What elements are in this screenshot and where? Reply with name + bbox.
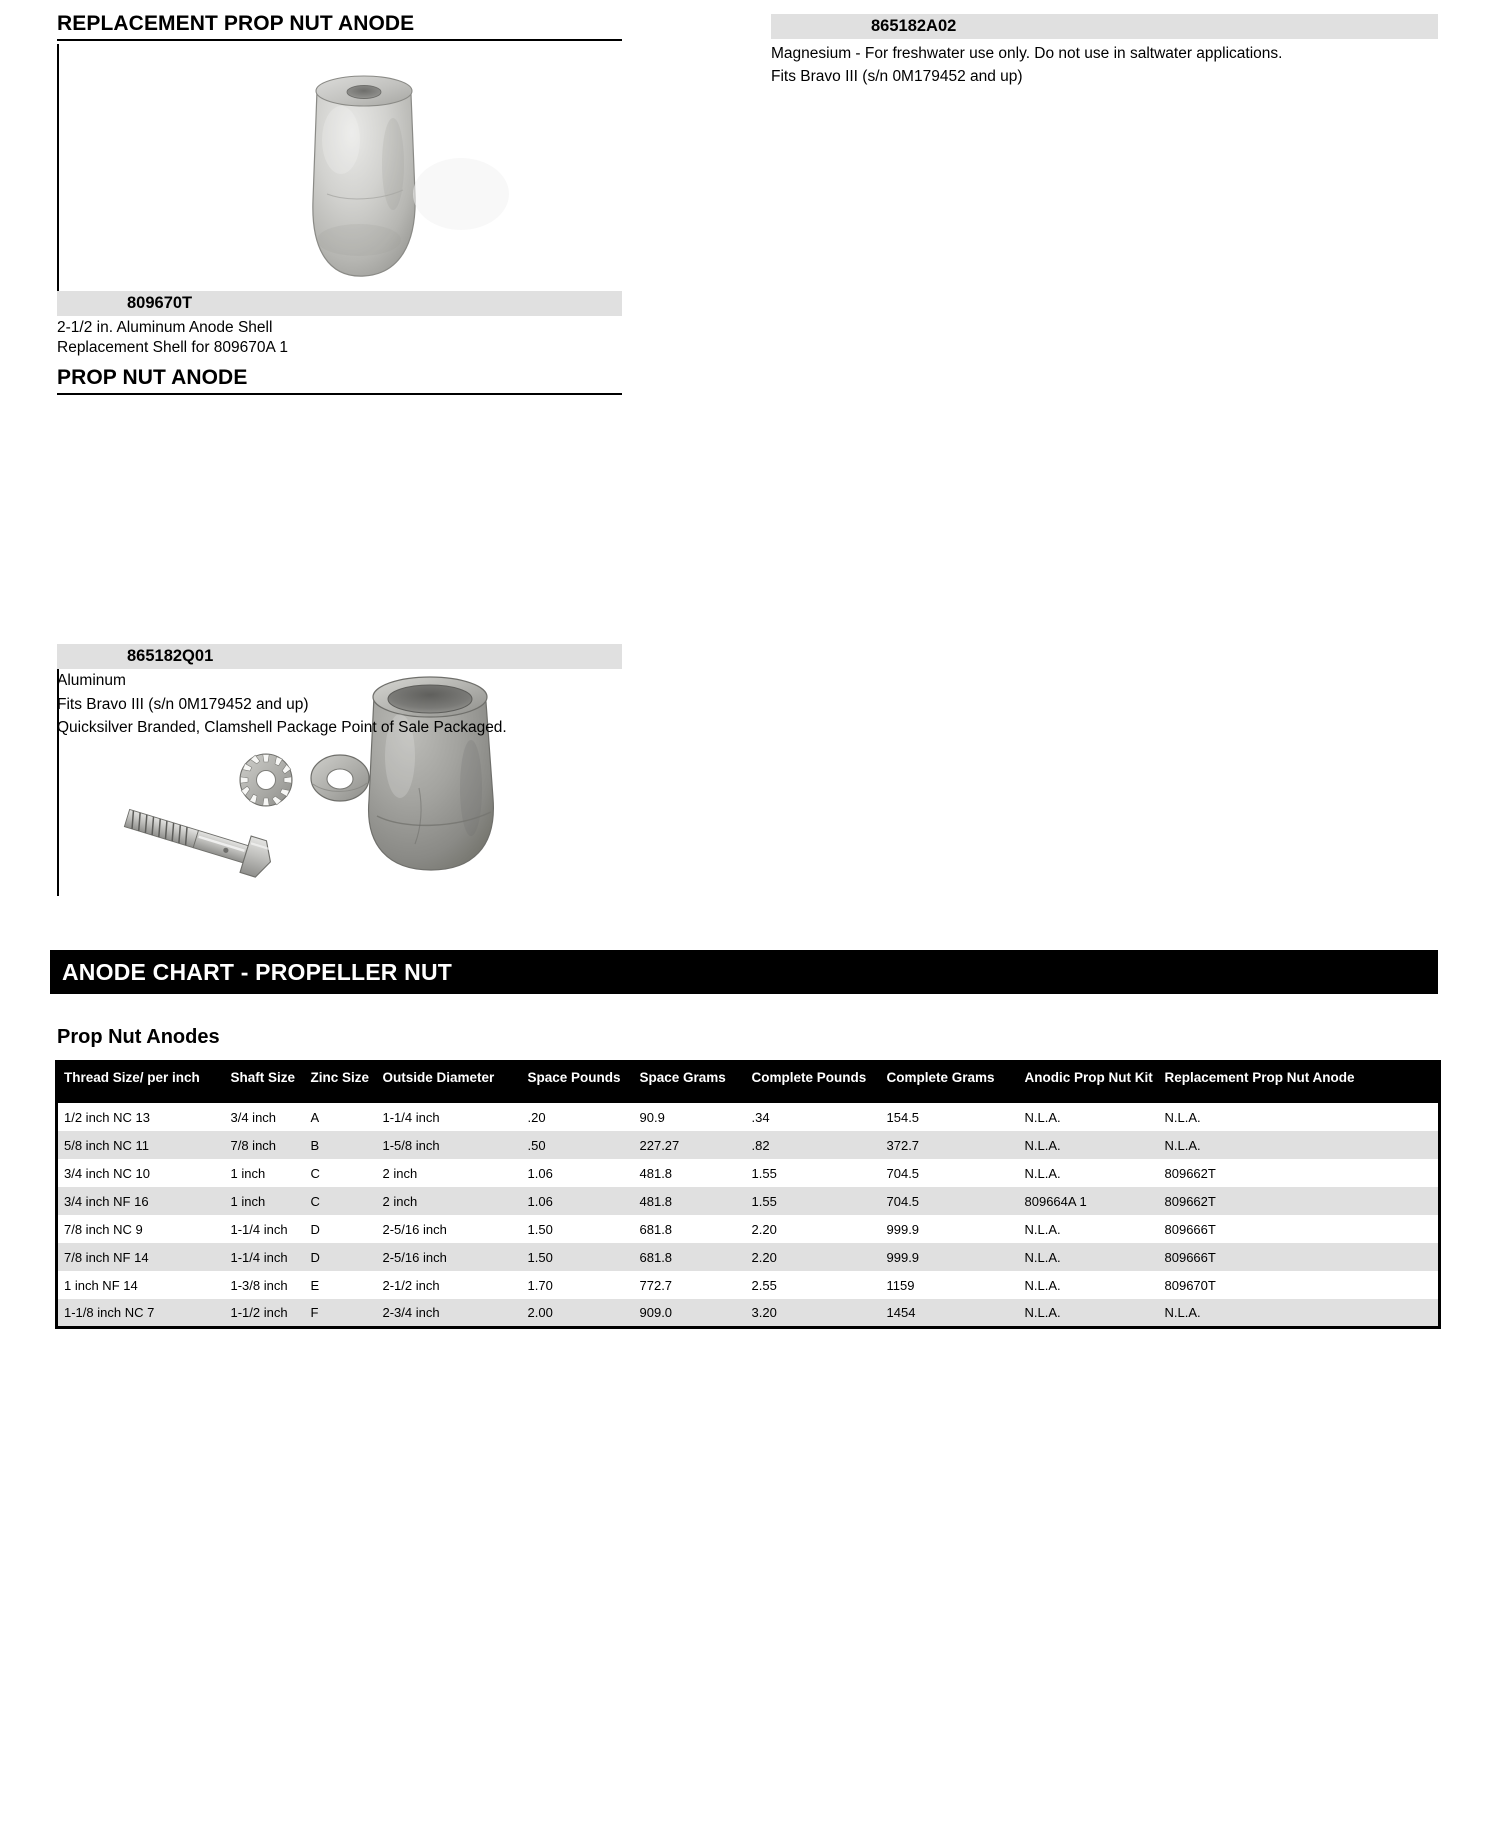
table-row xyxy=(57,1271,1440,1299)
table-cell: 7/8 inch NF 14 xyxy=(57,1243,225,1271)
table-cell: 2-3/4 inch xyxy=(377,1299,522,1328)
table-cell: 2-5/16 inch xyxy=(377,1215,522,1243)
table-cell: 2-1/2 inch xyxy=(377,1271,522,1299)
table-cell: 1-5/8 inch xyxy=(377,1131,522,1159)
description-line: Fits Bravo III (s/n 0M179452 and up) xyxy=(771,68,1023,85)
table-cell: 3/4 inch xyxy=(225,1103,305,1131)
table-cell: C xyxy=(305,1159,377,1187)
table-cell: 681.8 xyxy=(634,1215,746,1243)
table-cell: 2.00 xyxy=(522,1299,634,1328)
table-row xyxy=(57,1187,1440,1215)
table-cell: 154.5 xyxy=(881,1103,1019,1131)
table-cell: 1454 xyxy=(881,1299,1019,1328)
product-image-frame-809670T xyxy=(57,44,622,294)
description-line: 2-1/2 in. Aluminum Anode Shell xyxy=(57,319,273,336)
table-cell: 909.0 xyxy=(634,1299,746,1328)
col-header-complete-pounds: Complete Pounds xyxy=(746,1060,881,1103)
table-cell: 809666T xyxy=(1159,1215,1440,1243)
table-cell: B xyxy=(305,1131,377,1159)
table-cell: N.L.A. xyxy=(1159,1299,1440,1328)
table-cell: 2.20 xyxy=(746,1215,881,1243)
table-row xyxy=(57,1215,1440,1243)
table-cell: 999.9 xyxy=(881,1215,1019,1243)
table-body xyxy=(57,1103,1440,1328)
table-cell: N.L.A. xyxy=(1019,1103,1159,1131)
table-cell: 1-1/4 inch xyxy=(377,1103,522,1131)
part-number-bar-865182A02: 865182A02 xyxy=(771,14,1438,39)
table-cell: C xyxy=(305,1187,377,1215)
table-cell: 481.8 xyxy=(634,1187,746,1215)
table-cell: 481.8 xyxy=(634,1159,746,1187)
table-cell: 3.20 xyxy=(746,1299,881,1328)
section-title-rule xyxy=(57,39,622,41)
table-cell: 1 inch xyxy=(225,1187,305,1215)
table-row xyxy=(57,1131,1440,1159)
table-cell: N.L.A. xyxy=(1019,1131,1159,1159)
table-cell: E xyxy=(305,1271,377,1299)
table-cell: N.L.A. xyxy=(1019,1271,1159,1299)
table-cell: 1-3/8 inch xyxy=(225,1271,305,1299)
part-number-bar-809670T: 809670T xyxy=(57,291,622,316)
table-cell: N.L.A. xyxy=(1019,1299,1159,1328)
table-cell: 704.5 xyxy=(881,1159,1019,1187)
table-cell: 681.8 xyxy=(634,1243,746,1271)
table-cell: F xyxy=(305,1299,377,1328)
anode-chart-table-wrapper xyxy=(55,1060,1438,1329)
table-cell: N.L.A. xyxy=(1019,1215,1159,1243)
table-cell: 7/8 inch xyxy=(225,1131,305,1159)
col-header-space-pounds: Space Pounds xyxy=(522,1060,634,1103)
table-cell: 1.55 xyxy=(746,1159,881,1187)
table-header-row xyxy=(57,1060,1440,1103)
part-number-bar-865182Q01: 865182Q01 xyxy=(57,644,622,669)
table-cell: N.L.A. xyxy=(1019,1243,1159,1271)
table-cell: D xyxy=(305,1215,377,1243)
col-header-thread-size: Thread Size/ per inch xyxy=(57,1060,225,1103)
col-header-space-grams: Space Grams xyxy=(634,1060,746,1103)
col-header-zinc-size: Zinc Size xyxy=(305,1060,377,1103)
table-cell: 809666T xyxy=(1159,1243,1440,1271)
table-cell: 2-5/16 inch xyxy=(377,1243,522,1271)
col-header-shaft-size: Shaft Size xyxy=(225,1060,305,1103)
table-cell: 1.70 xyxy=(522,1271,634,1299)
table-cell: 1.06 xyxy=(522,1187,634,1215)
col-header-outside-diameter: Outside Diameter xyxy=(377,1060,522,1103)
anode-chart-table xyxy=(55,1060,1441,1329)
table-cell: .20 xyxy=(522,1103,634,1131)
table-cell: 1.50 xyxy=(522,1243,634,1271)
chart-subtitle: Prop Nut Anodes xyxy=(57,1026,220,1048)
section-title-rule xyxy=(57,393,622,395)
anode-chart-banner: ANODE CHART - PROPELLER NUT xyxy=(50,950,1438,994)
table-cell: .34 xyxy=(746,1103,881,1131)
table-cell: 1-1/4 inch xyxy=(225,1243,305,1271)
table-cell: 772.7 xyxy=(634,1271,746,1299)
table-cell: .82 xyxy=(746,1131,881,1159)
table-row xyxy=(57,1159,1440,1187)
replacement-prop-nut-anode-photo xyxy=(59,44,622,294)
table-cell: .50 xyxy=(522,1131,634,1159)
table-cell: 2.20 xyxy=(746,1243,881,1271)
table-cell: D xyxy=(305,1243,377,1271)
table-cell: 1.55 xyxy=(746,1187,881,1215)
table-row xyxy=(57,1103,1440,1131)
table-cell: 3/4 inch NF 16 xyxy=(57,1187,225,1215)
table-cell: 1.06 xyxy=(522,1159,634,1187)
col-header-anodic-prop-nut-kit: Anodic Prop Nut Kit xyxy=(1019,1060,1159,1103)
table-cell: 227.27 xyxy=(634,1131,746,1159)
table-cell: 809664A 1 xyxy=(1019,1187,1159,1215)
section-prop-nut-anode xyxy=(57,367,622,395)
table-cell: 2 inch xyxy=(377,1159,522,1187)
table-cell: 1-1/4 inch xyxy=(225,1215,305,1243)
table-cell: 704.5 xyxy=(881,1187,1019,1215)
table-cell: 3/4 inch NC 10 xyxy=(57,1159,225,1187)
table-cell: N.L.A. xyxy=(1019,1159,1159,1187)
table-cell: 809662T xyxy=(1159,1159,1440,1187)
table-cell: 1-1/8 inch NC 7 xyxy=(57,1299,225,1328)
product-description-809670T xyxy=(57,318,657,358)
table-row xyxy=(57,1243,1440,1271)
product-description-865182Q01 xyxy=(57,669,677,740)
description-line: Quicksilver Branded, Clamshell Package Point of Sale Packaged. xyxy=(57,719,507,736)
col-header-complete-grams: Complete Grams xyxy=(881,1060,1019,1103)
table-cell: 809670T xyxy=(1159,1271,1440,1299)
table-cell: 999.9 xyxy=(881,1243,1019,1271)
table-cell: 5/8 inch NC 11 xyxy=(57,1131,225,1159)
table-cell: 1.50 xyxy=(522,1215,634,1243)
description-line: Replacement Shell for 809670A 1 xyxy=(57,339,288,356)
description-line: Aluminum xyxy=(57,672,126,689)
table-cell: 1/2 inch NC 13 xyxy=(57,1103,225,1131)
table-cell: N.L.A. xyxy=(1159,1131,1440,1159)
table-cell: A xyxy=(305,1103,377,1131)
section-title: PROP NUT ANODE xyxy=(57,366,248,389)
section-replacement-prop-nut-anode xyxy=(57,13,622,41)
section-title: REPLACEMENT PROP NUT ANODE xyxy=(57,12,415,35)
description-line: Fits Bravo III (s/n 0M179452 and up) xyxy=(57,695,309,713)
product-description-865182A02 xyxy=(771,42,1471,88)
table-cell: 1-1/2 inch xyxy=(225,1299,305,1328)
table-cell: 1 inch xyxy=(225,1159,305,1187)
table-cell: 372.7 xyxy=(881,1131,1019,1159)
table-cell: 1 inch NF 14 xyxy=(57,1271,225,1299)
table-cell: 2.55 xyxy=(746,1271,881,1299)
table-cell: 7/8 inch NC 9 xyxy=(57,1215,225,1243)
table-cell: 2 inch xyxy=(377,1187,522,1215)
table-row xyxy=(57,1299,1440,1328)
table-cell: N.L.A. xyxy=(1159,1103,1440,1131)
col-header-replacement-prop-nut-anode: Replacement Prop Nut Anode xyxy=(1159,1060,1440,1103)
table-cell: 809662T xyxy=(1159,1187,1440,1215)
table-cell: 1159 xyxy=(881,1271,1019,1299)
table-cell: 90.9 xyxy=(634,1103,746,1131)
description-line: Magnesium - For freshwater use only. Do not use in saltwater applications. xyxy=(771,45,1283,62)
